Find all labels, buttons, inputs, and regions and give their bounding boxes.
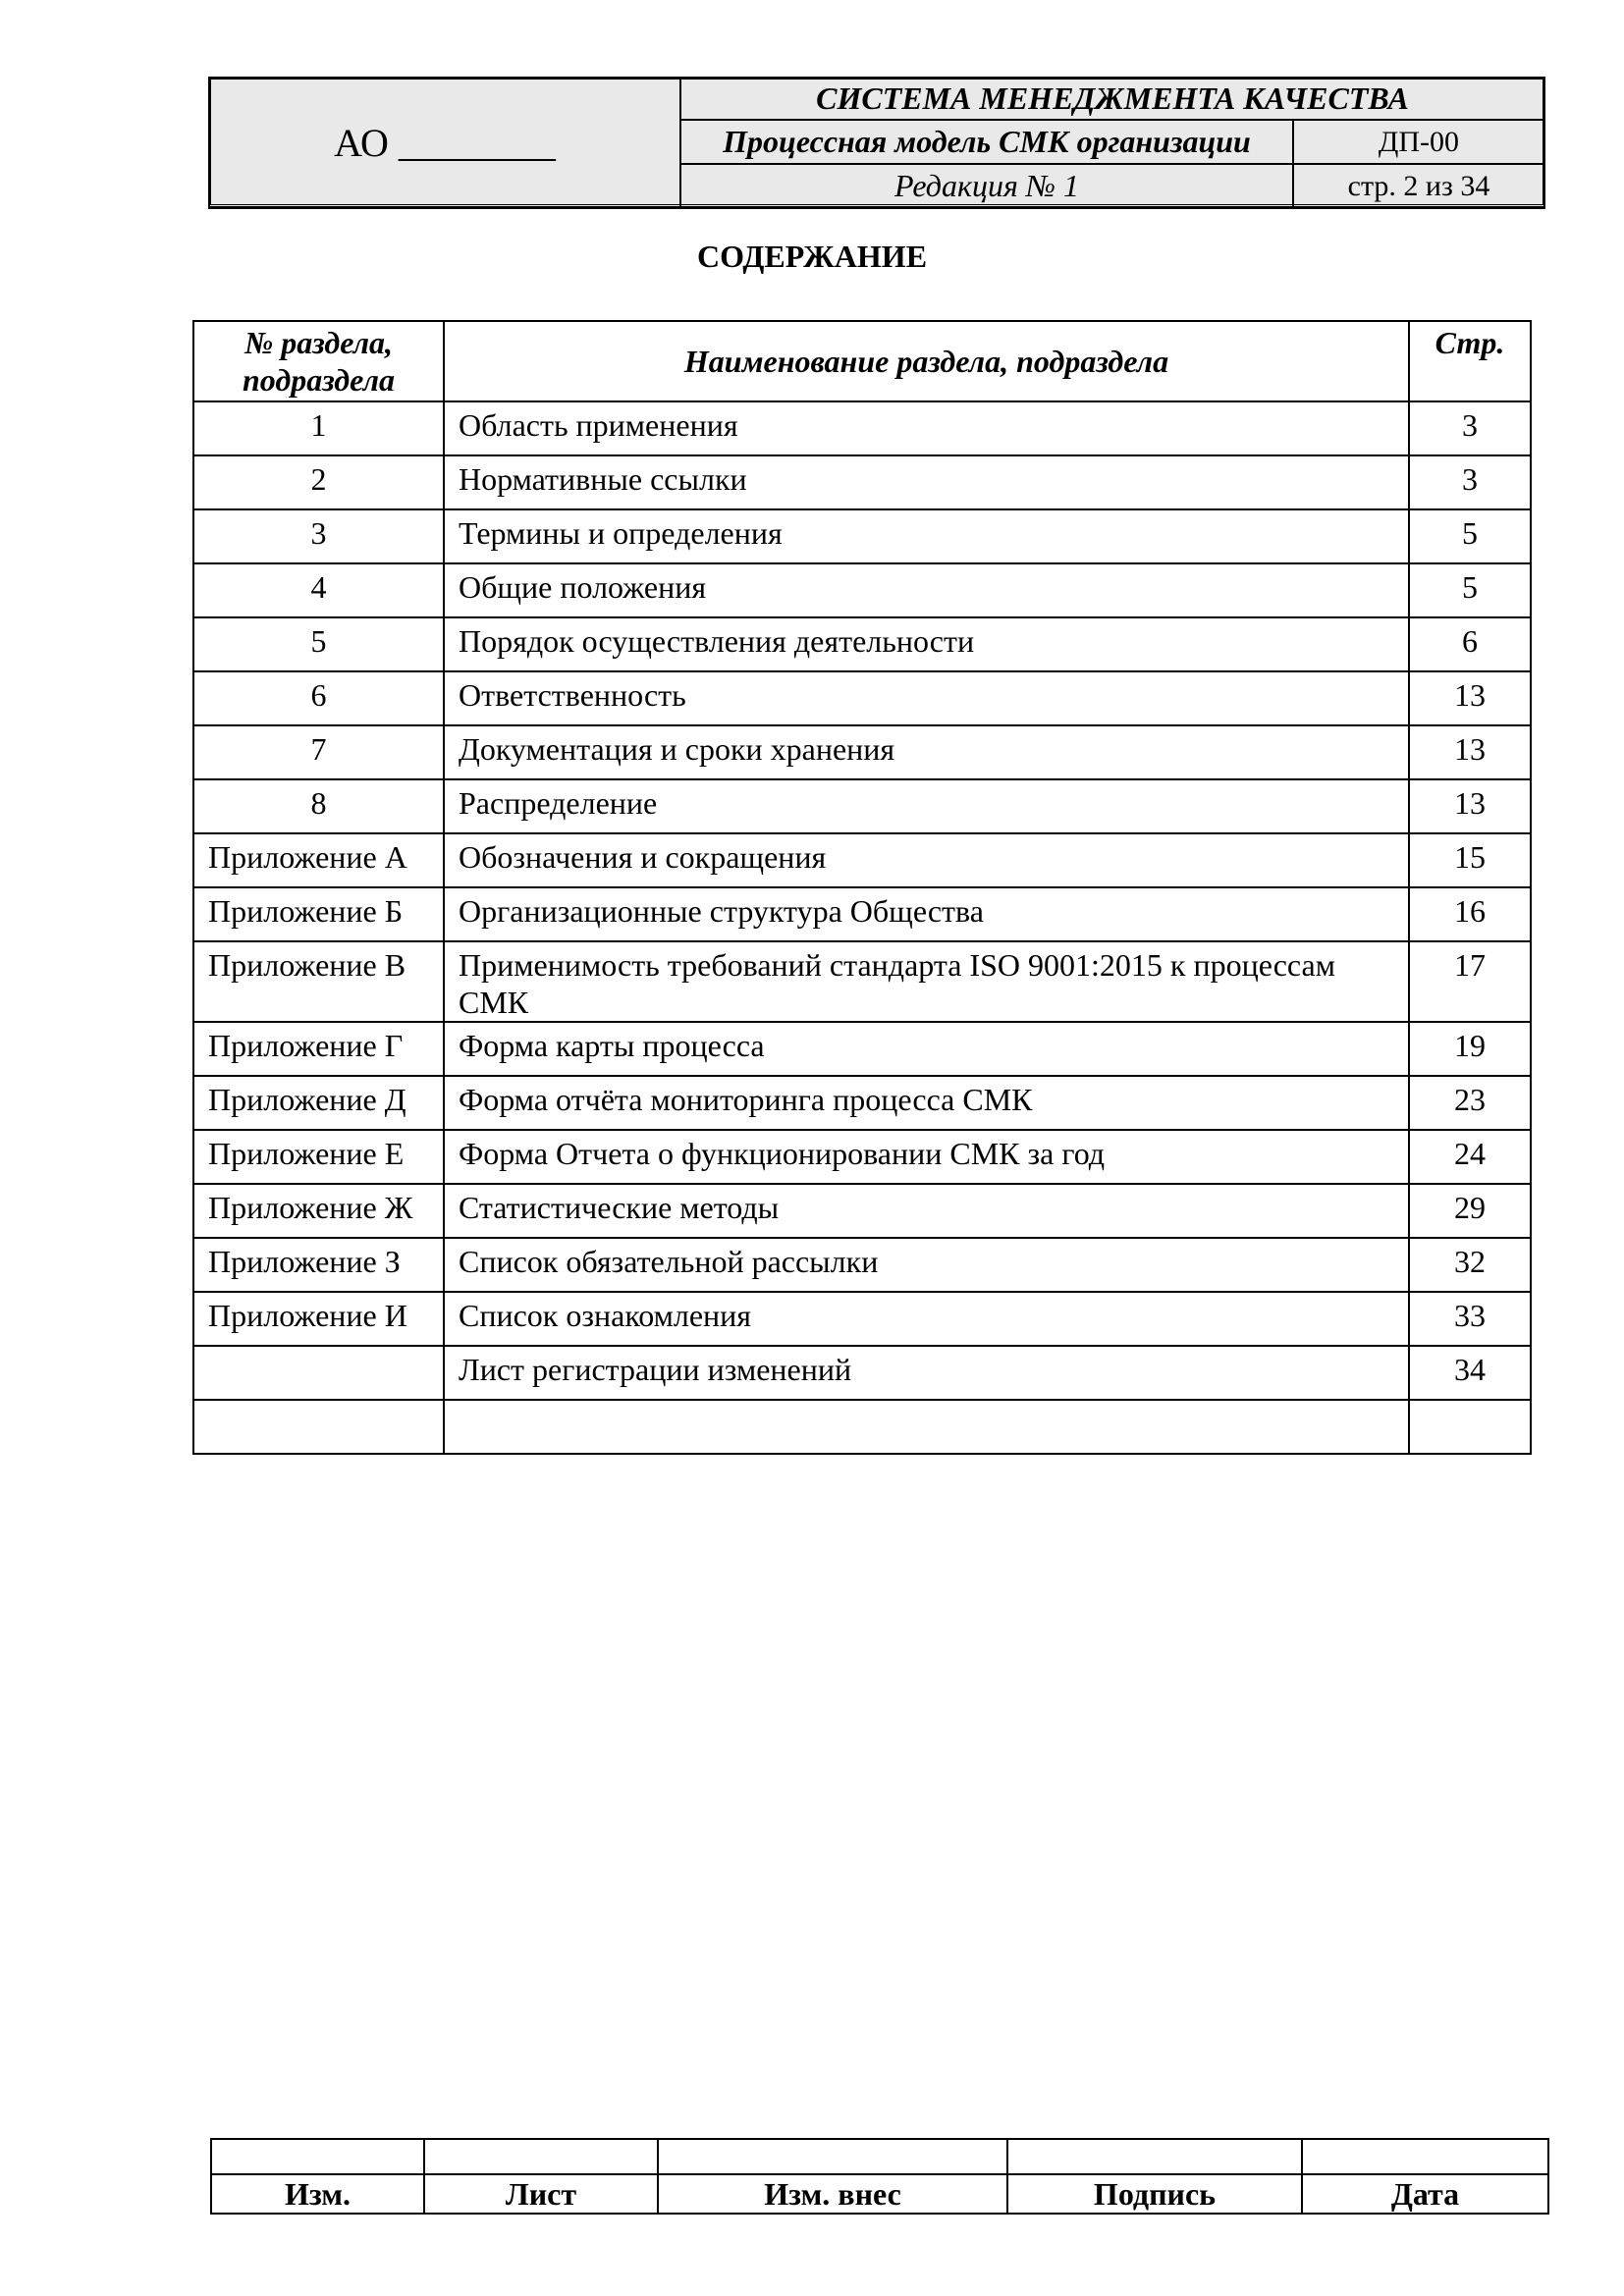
toc-row [193,401,1531,455]
toc-row-page: 23 [1409,1076,1531,1130]
toc-row [193,887,1531,941]
toc-row-title: Ответственность [444,671,1409,725]
toc-header-num: № раздела, подраздела [193,321,444,401]
toc-header-page: Стр. [1409,321,1531,401]
toc-row [193,1238,1531,1292]
toc-row-page: 3 [1409,401,1531,455]
toc-row-number: 8 [193,779,444,833]
toc-row-title: Общие положения [444,563,1409,617]
toc-row-title [444,1400,1409,1454]
toc-row-number: Приложение Б [193,887,444,941]
toc-row-page: 24 [1409,1130,1531,1184]
toc-row-page [1409,1400,1531,1454]
footer-blank-cell [1007,2139,1302,2174]
toc-row [193,455,1531,509]
toc-row [193,617,1531,671]
revision-label: Редакция № 1 [680,164,1293,208]
toc-row [193,1400,1531,1454]
toc-row-page: 6 [1409,617,1531,671]
toc-row-title: Термины и определения [444,509,1409,563]
toc-row [193,1184,1531,1238]
footer-blank-cell [424,2139,658,2174]
toc-row-number: 6 [193,671,444,725]
process-title: Процессная модель СМК организации [680,120,1293,164]
toc-row-page: 5 [1409,563,1531,617]
toc-row-number: 5 [193,617,444,671]
toc-row-title: Распределение [444,779,1409,833]
toc-row-page: 13 [1409,725,1531,779]
toc-row-title: Форма карты процесса [444,1022,1409,1076]
toc-row-number: 3 [193,509,444,563]
toc-row-page: 13 [1409,671,1531,725]
toc-row-number: Приложение Ж [193,1184,444,1238]
page-title: СОДЕРЖАНИЕ [696,239,928,274]
toc-row [193,1292,1531,1346]
toc-row [193,671,1531,725]
toc-row-page: 5 [1409,509,1531,563]
toc-row [193,941,1531,1022]
page-counter: стр. 2 из 34 [1293,164,1544,208]
system-title: СИСТЕМА МЕНЕДЖМЕНТА КАЧЕСТВА [680,78,1544,120]
toc-row-number: 4 [193,563,444,617]
toc-row-title: Лист регистрации изменений [444,1346,1409,1400]
footer-label-sheet: Лист [424,2174,658,2214]
footer-label-date: Дата [1302,2174,1548,2214]
toc-row-page: 29 [1409,1184,1531,1238]
footer-blank-cell [1302,2139,1548,2174]
toc-row-page: 32 [1409,1238,1531,1292]
toc-row-number: Приложение Е [193,1130,444,1184]
toc-row-page: 3 [1409,455,1531,509]
toc-row-title: Форма Отчета о функционировании СМК за год [444,1130,1409,1184]
toc-row-number: Приложение В [193,941,444,1022]
toc-row [193,725,1531,779]
footer-blank-cell [658,2139,1007,2174]
toc-row-title: Порядок осуществления деятельности [444,617,1409,671]
toc-row-title: Список обязательной рассылки [444,1238,1409,1292]
toc-row-title: Нормативные ссылки [444,455,1409,509]
toc-row-number: Приложение З [193,1238,444,1292]
toc-row [193,1022,1531,1076]
toc-row-number: Приложение Д [193,1076,444,1130]
toc-row [193,1130,1531,1184]
toc-row [193,1076,1531,1130]
toc-row-number: 7 [193,725,444,779]
toc-row-page: 17 [1409,941,1531,1022]
document-header [208,77,1545,207]
toc-row-page: 19 [1409,1022,1531,1076]
toc-row-title: Список ознакомления [444,1292,1409,1346]
toc-row-page: 16 [1409,887,1531,941]
toc-row-page: 34 [1409,1346,1531,1400]
footer-label-signature: Подпись [1007,2174,1302,2214]
organization-name: АО ________ [209,78,680,208]
header-border [208,77,1545,207]
toc-row-title: Применимость требований стандарта ISO 9001:2015 к процессам СМК [444,941,1409,1022]
toc-row-number: Приложение Г [193,1022,444,1076]
toc-row [193,563,1531,617]
revision-footer-table [210,2138,1549,2215]
toc-header-name: Наименование раздела, подраздела [444,321,1409,401]
toc-table [192,320,1532,1455]
toc-row-page: 13 [1409,779,1531,833]
footer-label-changed-by: Изм. внес [658,2174,1007,2214]
footer-label-change: Изм. [211,2174,424,2214]
toc-row [193,1346,1531,1400]
toc-row-title: Документация и сроки хранения [444,725,1409,779]
toc-row [193,833,1531,887]
toc-row-number: Приложение И [193,1292,444,1346]
toc-row-title: Форма отчёта мониторинга процесса СМК [444,1076,1409,1130]
document-code: ДП-00 [1293,120,1544,164]
toc-row-title: Обозначения и сокращения [444,833,1409,887]
toc-row-number: 2 [193,455,444,509]
toc-row-title: Организационные структура Общества [444,887,1409,941]
toc-row-page: 33 [1409,1292,1531,1346]
footer-blank-cell [211,2139,424,2174]
toc-row-number [193,1400,444,1454]
toc-row-title: Область применения [444,401,1409,455]
toc-row-title: Статистические методы [444,1184,1409,1238]
toc-row-page: 15 [1409,833,1531,887]
toc-row [193,779,1531,833]
toc-row-number [193,1346,444,1400]
toc-row-number: Приложение А [193,833,444,887]
toc-row [193,509,1531,563]
toc-row-number: 1 [193,401,444,455]
